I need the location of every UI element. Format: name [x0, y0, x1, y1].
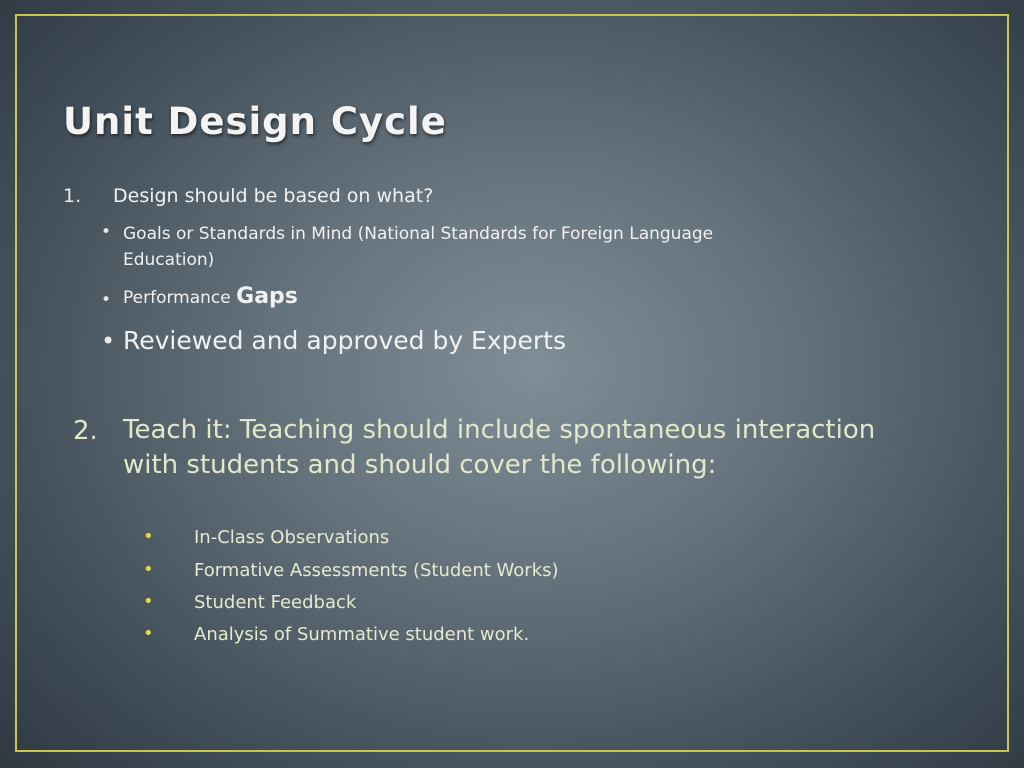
list-item-2-line1: Teach it: Teaching should include spontaneous interaction: [123, 415, 876, 445]
sub-item-reviewed: Reviewed and approved by Experts: [123, 326, 567, 355]
sub-item-feedback: Student Feedback: [194, 592, 357, 613]
list-number-2: 2.: [73, 416, 98, 446]
bullet-icon: •: [143, 526, 154, 547]
bullet-icon: •: [101, 290, 112, 310]
list-number-1: 1.: [63, 185, 82, 207]
sub-item-formative: Formative Assessments (Student Works): [194, 560, 559, 581]
bullet-icon: •: [101, 327, 116, 355]
bullet-icon: •: [143, 623, 154, 644]
sub-item-performance: [123, 284, 298, 309]
sub-item-observations: In-Class Observations: [194, 527, 390, 548]
sub-item-goals-line2: Education): [123, 250, 215, 270]
bullet-icon: •: [101, 222, 112, 242]
gaps-emphasis: Gaps: [236, 284, 298, 309]
sub-item-summative: Analysis of Summative student work.: [194, 624, 530, 645]
bullet-icon: •: [143, 559, 154, 580]
list-item-2: [123, 413, 875, 483]
slide-title: Unit Design Cycle: [63, 100, 447, 143]
performance-label: Performance: [123, 288, 231, 308]
bullet-icon: •: [143, 591, 154, 612]
sub-item-goals: [123, 221, 713, 273]
sub-item-goals-line1: Goals or Standards in Mind (National Standards for Foreign Language: [123, 224, 714, 244]
list-item-1: Design should be based on what?: [113, 185, 434, 207]
list-item-2-line2: with students and should cover the following:: [123, 450, 717, 480]
